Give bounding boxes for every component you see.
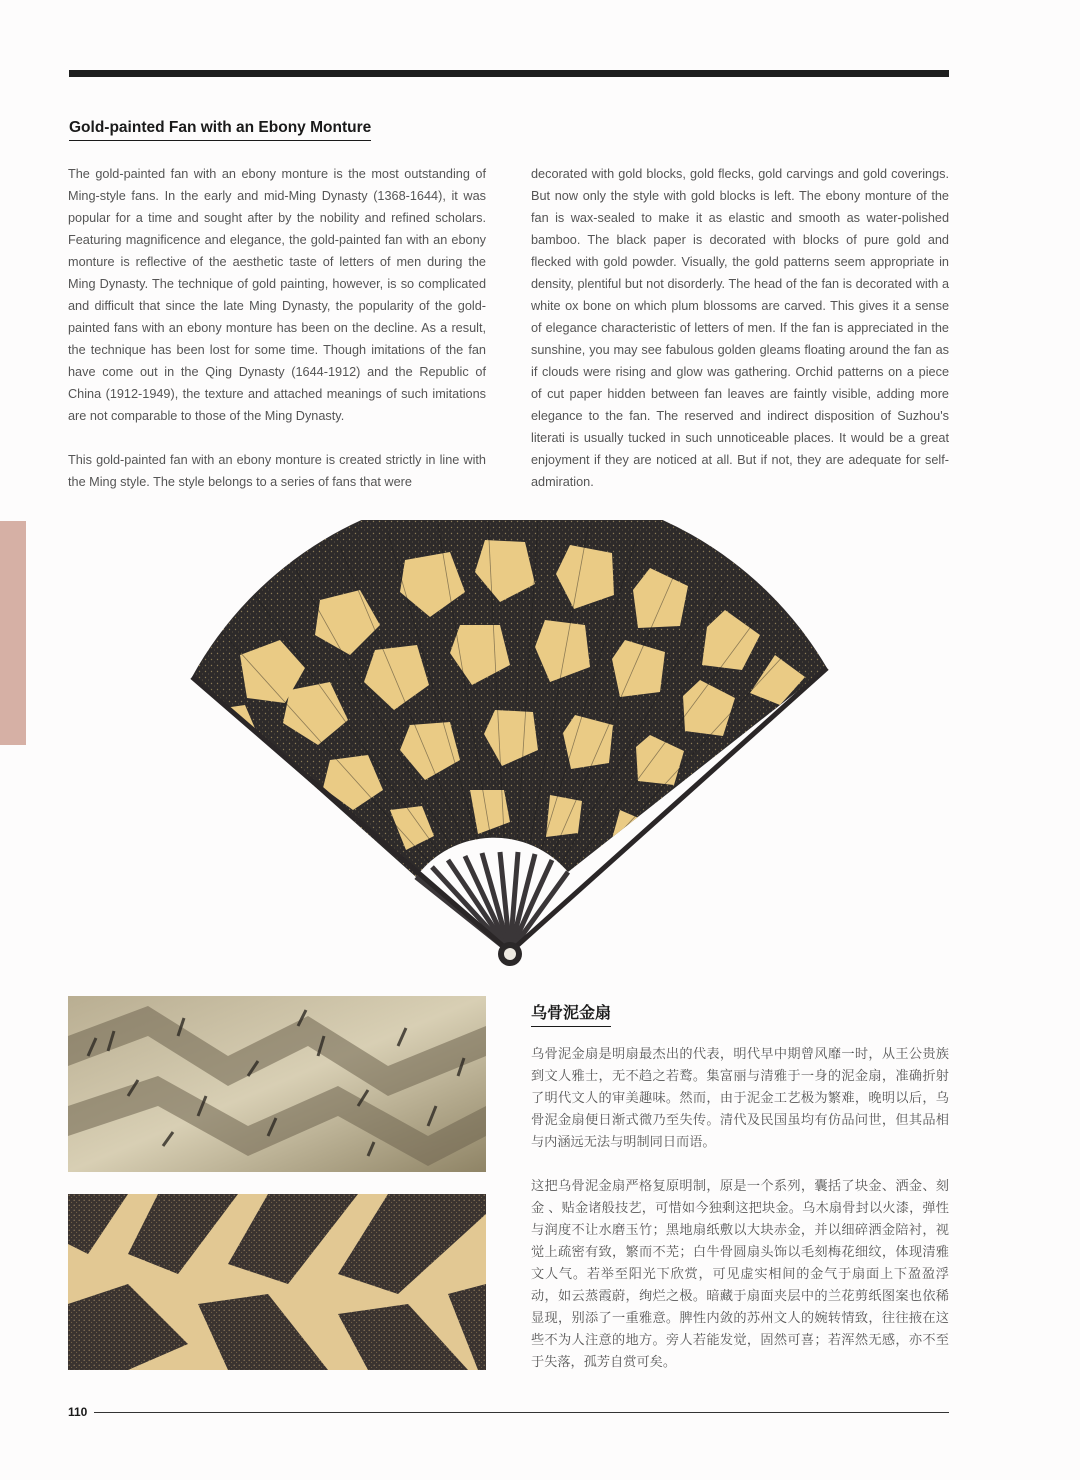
english-column-right [531,163,949,493]
article-title-zh: 乌骨泥金扇 [531,1000,611,1027]
paragraph-zh-1: 乌骨泥金扇是明扇最杰出的代表，明代早中期曾风靡一时，从王公贵族到文人雅士，无不趋之若鹜。集富丽与清雅于一身的泥金扇，准确折射了明代文人的审美趣味。然而，由于泥金工艺极为繁难，晚明以后，乌骨泥金扇便日渐式微乃至失传。清代及民国虽均有仿品问世，但其品相与内涵远无法与明制同日而语。 [531,1046,949,1149]
fan-photo [180,520,840,970]
paragraph-en-2: This gold-painted fan with an ebony monture is created strictly in line with the Ming style. The style belongs to a series of fans that were [68,453,486,489]
detail-photo-gold-flecks [68,1194,486,1370]
paragraph-en-1: The gold-painted fan with an ebony monture is the most outstanding of Ming-style fans. In the early and mid-Ming Dynasty (1368-1644), it was popular for a time and sought after by the nobility and refined scholars. Featuring magnificence and elegance, the gold-painted fan with an ebony monture is reflective of the aesthetic taste of letters of men during the Ming Dynasty. The technique of gold painting, however, is so complicated and difficult that since the late Ming Dynasty, the popularity of the gold-painted fans with an ebony monture has been on the decline. As a result, the technique has been lost for some time. Though imitations of the fan have come out in the Qing Dynasty (1644-1912) and the Republic of China (1912-1949), the texture and attached meanings of such imitations are not comparable to those of the Ming Dynasty. [68,167,486,423]
top-rule [69,70,949,77]
paragraph-zh-2: 这把乌骨泥金扇严格复原明制，原是一个系列，囊括了块金、洒金、刻金 、贴金诸般技艺，可惜如今独剩这把块金。乌木扇骨封以火漆，弹性与润度不让水磨玉竹；黑地扇纸敷以大块赤金，并以细碎洒金陪衬，视觉上疏密有致，繁而不芜；白牛骨圆扇头饰以毛刻梅花细纹，体现清雅文人气。若举至阳光下欣赏，可见虚实相间的金气于扇面上下盈盈浮动，如云蒸霞蔚，绚烂之极。暗藏于扇面夹层中的兰花剪纸图案也依稀显现，别添了一重雅意。脾性内敛的苏州文人的婉转情致，往往掖在这些不为人注意的地方。旁人若能发觉，固然可喜；若浑然无感，亦不至于失落，孤芳自赏可矣。 [531,1178,949,1369]
detail-photo-gold-carving [68,996,486,1172]
section-side-tab [0,521,26,745]
detail-illustration-2 [68,1194,486,1370]
bone-rivet [504,948,516,960]
paragraph-en-3: decorated with gold blocks, gold flecks, gold carvings and gold coverings. But now only the style with gold blocks is left. The ebony monture of the fan is wax-sealed to make it as elastic and smooth as water-polished bamboo. The black paper is decorated with blocks of pure gold and flecked with gold powder. Visually, the gold patterns seem appropriate in density, plentiful but not disorderly. The head of the fan is decorated with a white ox bone on which plum blossoms are carved. This gives it a sense of elegance characteristic of letters of men. If the fan is appreciated in the sunshine, you may see fabulous golden gleams floating around the fan as if clouds were rising and glow was gathering. Orchid patterns on a piece of cut paper hidden between fan leaves are faintly visible, adding more elegance to the fan. The reserved and indirect disposition of Suzhou's literati is usually tucked in such unnoticeable places. It would be a great enjoyment if they are noticed at all. But if not, they are adequate for self-admiration. [531,167,949,489]
chinese-column [531,1043,949,1373]
fan-illustration [180,520,840,970]
article-title-en: Gold-painted Fan with an Ebony Monture [69,119,371,141]
page-number: 110 [68,1405,88,1419]
detail-illustration-1 [68,996,486,1172]
english-column-left [68,163,486,493]
footer-rule [94,1412,949,1413]
